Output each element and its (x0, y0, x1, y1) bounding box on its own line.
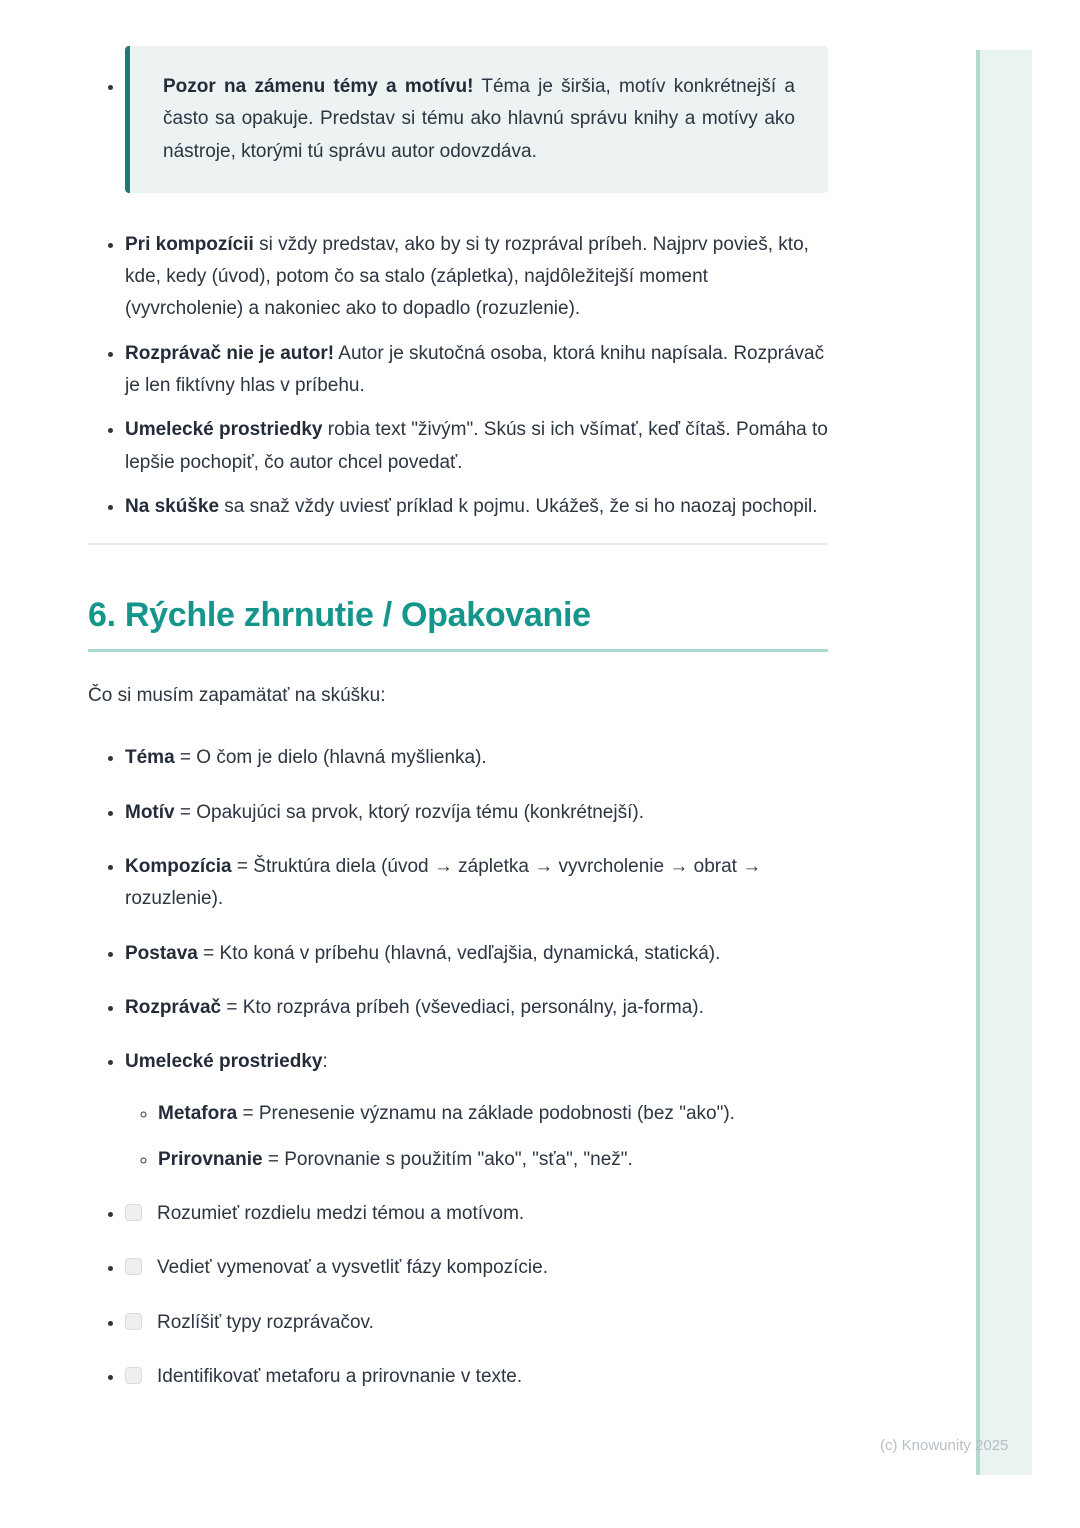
summary-definition: = Kto koná v príbehu (hlavná, vedľajšia, dynamická, statická). (197, 942, 721, 964)
checkbox[interactable] (125, 1313, 142, 1330)
summary-definition: = Opakujúci sa prvok, ktorý rozvíja tému (konkrétnejší). (174, 801, 644, 823)
tip-term: Na skúške (125, 495, 220, 517)
checkbox[interactable] (125, 1258, 142, 1275)
tip-text: sa snaž vždy uviesť príklad k pojmu. Ukážeš, že si ho naozaj pochopil. (219, 495, 818, 517)
summary-item (125, 938, 828, 970)
tips-list (88, 46, 828, 523)
tip-term: Rozprávač nie je autor! (125, 342, 335, 364)
callout-body-text: Téma je širšia, motív konkrétnejší a často sa opakuje. Predstav si tému ako hlavnú správu knihy a motívy ako nástroje, ktorými tú správu autor odovzdáva. (163, 76, 795, 162)
tip-term: Umelecké prostriedky (125, 419, 323, 441)
summary-definition: : (322, 1051, 328, 1073)
sub-summary-term: Prirovnanie (158, 1148, 263, 1170)
summary-term: Kompozícia (125, 855, 232, 877)
summary-item (125, 992, 828, 1024)
section-divider (88, 543, 828, 545)
sub-summary-term: Metafora (158, 1103, 238, 1125)
summary-item (125, 1046, 828, 1176)
checklist-text: Identifikovať metaforu a prirovnanie v texte. (157, 1365, 523, 1387)
sub-summary-item (158, 1098, 828, 1130)
callout-box (125, 46, 828, 193)
checklist-item (125, 1198, 828, 1230)
tip-text: Autor je skutočná osoba, ktorá knihu napísala. Rozprávač je len fiktívny hlas v príbehu. (125, 342, 825, 397)
watermark: (c) Knowunity 2025 (880, 1437, 1009, 1454)
callout-bold-text: Pozor na zámenu témy a motívu! (163, 76, 474, 97)
summary-definition: = O čom je dielo (hlavná myšlienka). (174, 747, 487, 769)
checkbox[interactable] (125, 1204, 142, 1221)
callout-list-item (125, 46, 828, 193)
summary-definition: = Štruktúra diela (úvod → zápletka → vyvrcholenie → obrat → rozuzlenie). (125, 855, 762, 910)
checklist-text: Rozlíšiť typy rozprávačov. (157, 1311, 374, 1333)
section-heading: 6. Rýchle zhrnutie / Opakovanie (88, 595, 828, 652)
intro-text: Čo si musím zapamätať na skúšku: (88, 685, 386, 707)
sub-summary-definition: = Prenesenie významu na základe podobnosti (bez "ako"). (237, 1103, 735, 1125)
tip-item (125, 338, 828, 403)
side-stripe-decoration (976, 50, 1032, 1475)
checklist-item (125, 1307, 828, 1339)
sub-summary-item (158, 1144, 828, 1176)
summary-list (88, 742, 828, 1393)
checklist-text: Rozumieť rozdielu medzi témou a motívom. (157, 1203, 525, 1225)
tip-text: si vždy predstav, ako by si ty rozprával príbeh. Najprv povieš, kto, kde, kedy (úvod), potom čo sa stalo (zápletka), najdôležitejší moment (vyvrcholenie) a nakoniec ako to dopadlo (rozuzlenie). (125, 233, 809, 320)
summary-term: Rozprávač (125, 996, 222, 1018)
summary-item (125, 742, 828, 774)
sub-summary-list (125, 1098, 828, 1176)
sub-summary-definition: = Porovnanie s použitím "ako", "sťa", "než". (262, 1148, 633, 1170)
summary-term: Motív (125, 801, 175, 823)
tip-term: Pri kompozícii (125, 233, 254, 255)
tip-item (125, 491, 828, 523)
tip-item (125, 414, 828, 479)
tip-item (125, 229, 828, 326)
summary-item (125, 851, 828, 916)
checklist-text: Vedieť vymenovať a vysvetliť fázy kompozície. (157, 1257, 548, 1279)
summary-term: Postava (125, 942, 198, 964)
summary-term: Téma (125, 747, 175, 769)
checklist-item (125, 1361, 828, 1393)
summary-item (125, 797, 828, 829)
checkbox[interactable] (125, 1367, 142, 1384)
summary-definition: = Kto rozpráva príbeh (vševediaci, personálny, ja-forma). (221, 996, 704, 1018)
checklist-item (125, 1252, 828, 1284)
summary-term: Umelecké prostriedky (125, 1051, 323, 1073)
tip-text: robia text "živým". Skús si ich všímať, keď čítaš. Pomáha to lepšie pochopiť, čo autor chcel povedať. (125, 419, 828, 473)
